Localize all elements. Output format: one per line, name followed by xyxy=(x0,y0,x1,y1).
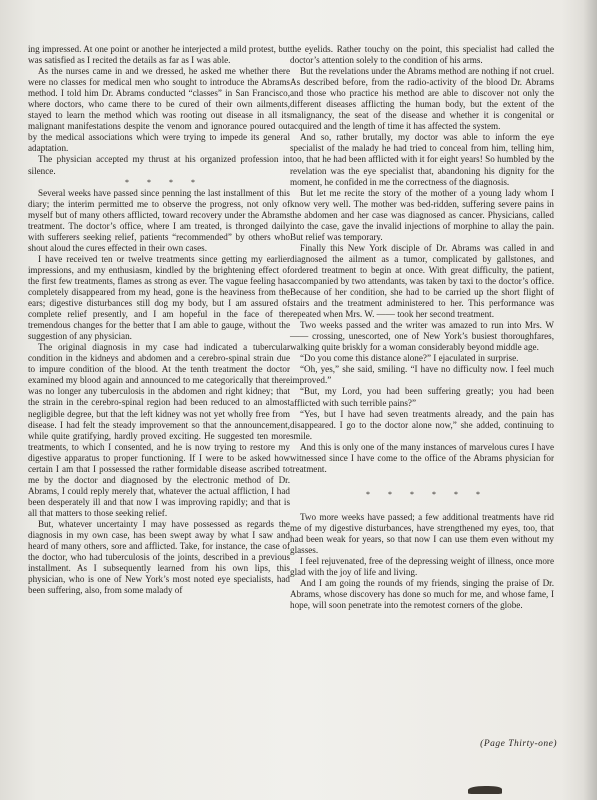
paragraph: Two weeks passed and the writer was amazed to run into Mrs. W—— crossing, unescorted, one of New York’s busiest thoroughfares, walking quite briskly for a woman considerably beyond middle age. xyxy=(290,320,554,353)
paragraph: ing impressed. At one point or another he interjected a mild protest, but was satisfied as I recited the details as far as I was able. xyxy=(28,44,290,66)
paragraph: I feel rejuvenated, free of the depressing weight of illness, once more glad with the joy of life and living. xyxy=(290,556,554,578)
paragraph: But, whatever uncertainty I may have possessed as regards the diagnosis in my own case, has been swept away by what I saw and heard of many others, sore and afflicted. Take, for instance, the case of the doctor, who had tuberculosis of the joints, described in a previous installment. As I subsequently learned from his own lips, this physician, who is one of New York’s most noted eye specialists, had been suffering, also, from some malady of xyxy=(28,518,290,596)
paragraph: But let me recite the story of the mother of a young lady whom I know very well. The mother was bed-ridden, suffering severe pains in the abdomen and her case was diagnosed as cancer. Physicians, called into the case, gave the invalid injections of morphine to allay the pain. But relief was temporary. xyxy=(290,187,554,242)
page-edge-shadow xyxy=(583,0,597,800)
paragraph: “Yes, but I have had seven treatments already, and the pain has disappeared. I go to the doctor alone now,” she added, continuing to smile. xyxy=(290,408,554,441)
paragraph: “Do you come this distance alone?” I ejaculated in surprise. xyxy=(300,353,519,364)
paragraph: The physician accepted my thrust at his organized profession in silence. xyxy=(28,154,290,176)
section-separator: * * * * xyxy=(125,177,203,187)
paragraph: Finally this New York disciple of Dr. Abrams was called in and diagnosed the ailment as a tumor, complicated by gallstones, and ordered treatment to begin at once. With great difficulty, the patient, accompanied by two attendants, was taken by taxi to the doctor’s office. Because of her condition, she had to be carried up the short flight of stairs and the treatment administered to her. This performance was repeated when Mrs. W. —— took her second treatment. xyxy=(290,242,554,320)
paragraph: “Oh, yes,” she said, smiling. “I have no difficulty now. I feel much improved.” xyxy=(290,364,554,386)
paragraph: But the revelations under the Abrams method are nothing if not cruel. As described before, from the radio-activity of the blood Dr. Abrams and those who practice his method are able to discover not only the different diseases afflicting the human body, but the extent of the malignancy, the seat of the disease and whether it is congenital or acquired and the length of time it has affected the system. xyxy=(290,66,554,132)
paragraph: The original diagnosis in my case had indicated a tubercular condition in the kidneys and abdomen and a cerebro-spinal strain due to impure condition of the blood. At the tenth treatment the doctor examined my blood again and announced to me categorically that there was no longer any tuberculosis in the abdomen and right kidney; that the strain in the cerebro-spinal region had been reduced to an almost negligible degree, but that the left kidney was not yet wholly free from disease. I had felt the steady improvement so that the announcement, while quite gratifying, hardly proved exciting. He suggested ten more treatments, to which I consented, and he is now trying to restore my digestive apparatus to proper functioning. If I were to be asked how certain I am that I possessed the rather formidable disease ascribed to me by the doctor and diagnosed by the electronic method of Dr. Abrams, I could reply merely that, whatever the actual affliction, I had been desperately ill and that now I was improving rapidly; and that is all that matters to those seeking relief. xyxy=(28,342,290,518)
paragraph: “But, my Lord, you had been suffering greatly; you had been afflicted with such terrible pains?” xyxy=(290,386,554,408)
page-number: (Page Thirty-one) xyxy=(480,739,557,749)
paragraph: the eyelids. Rather touchy on the point, this specialist had called the doctor’s attention solely to the condition of his arms. xyxy=(290,44,554,66)
right-column xyxy=(290,44,554,611)
left-column xyxy=(28,44,290,596)
paragraph: And I am going the rounds of my friends, singing the praise of Dr. Abrams, whose discovery has done so much for me, and whose fame, I hope, will soon penetrate into the remotest corners of the globe. xyxy=(290,578,554,611)
paragraph: As the nurses came in and we dressed, he asked me whether there were no classes for medical men who sought to introduce the Abrams method. I told him Dr. Abrams conducted “classes” in San Francisco, where doctors, who came there to be cured of their own ailments, stayed to learn the method which was rooting out disease in all its malignant manifestations despite the venom and ignorance poured out by the medical associations which were trying to impede its general adaptation. xyxy=(28,66,290,154)
paragraph: Two more weeks have passed; a few additional treatments have rid me of my digestive disturbances, have strengthened my eyes, too, that had been weak for years, so that now I can use them even without my glasses. xyxy=(290,511,554,555)
paragraph: I have received ten or twelve treatments since getting my earlier impressions, and my enthusiasm, kindled by the brightening effect of the first few treatments, flames as strong as ever. The vague feeling has completely disappeared from my head, gone is the heaviness from the ears; digestive disturbances still dog my body, but I am assured of complete relief presently, and I am hopeful in the face of the tremendous changes for the better that I am able to gauge, without the suggestion of any physician. xyxy=(28,253,290,342)
ink-smudge xyxy=(468,786,502,794)
section-separator: * * * * * * xyxy=(366,489,488,499)
paragraph: Several weeks have passed since penning the last installment of this diary; the interim permitted me to observe the progress, not only of myself but of many others afflicted, toward recovery under the Abrams treatment. The doctor’s office, where I am treated, is thronged daily with sufferers seeking relief, patients “recommended” by others who shout aloud the cures effected in their own cases. xyxy=(28,187,290,253)
paragraph: And so, rather brutally, my doctor was able to inform the eye specialist of the malady he had tried to conceal from him, telling him, too, that he had been afflicted with it for eight years! So humbled by the revelation was the eye specialist that, abandoning his dignity for the moment, he confided in me the correctness of the diagnosis. xyxy=(290,132,554,187)
paragraph: And this is only one of the many instances of marvelous cures I have witnessed since I have come to the office of the Abrams physician for treatment. xyxy=(290,441,554,474)
